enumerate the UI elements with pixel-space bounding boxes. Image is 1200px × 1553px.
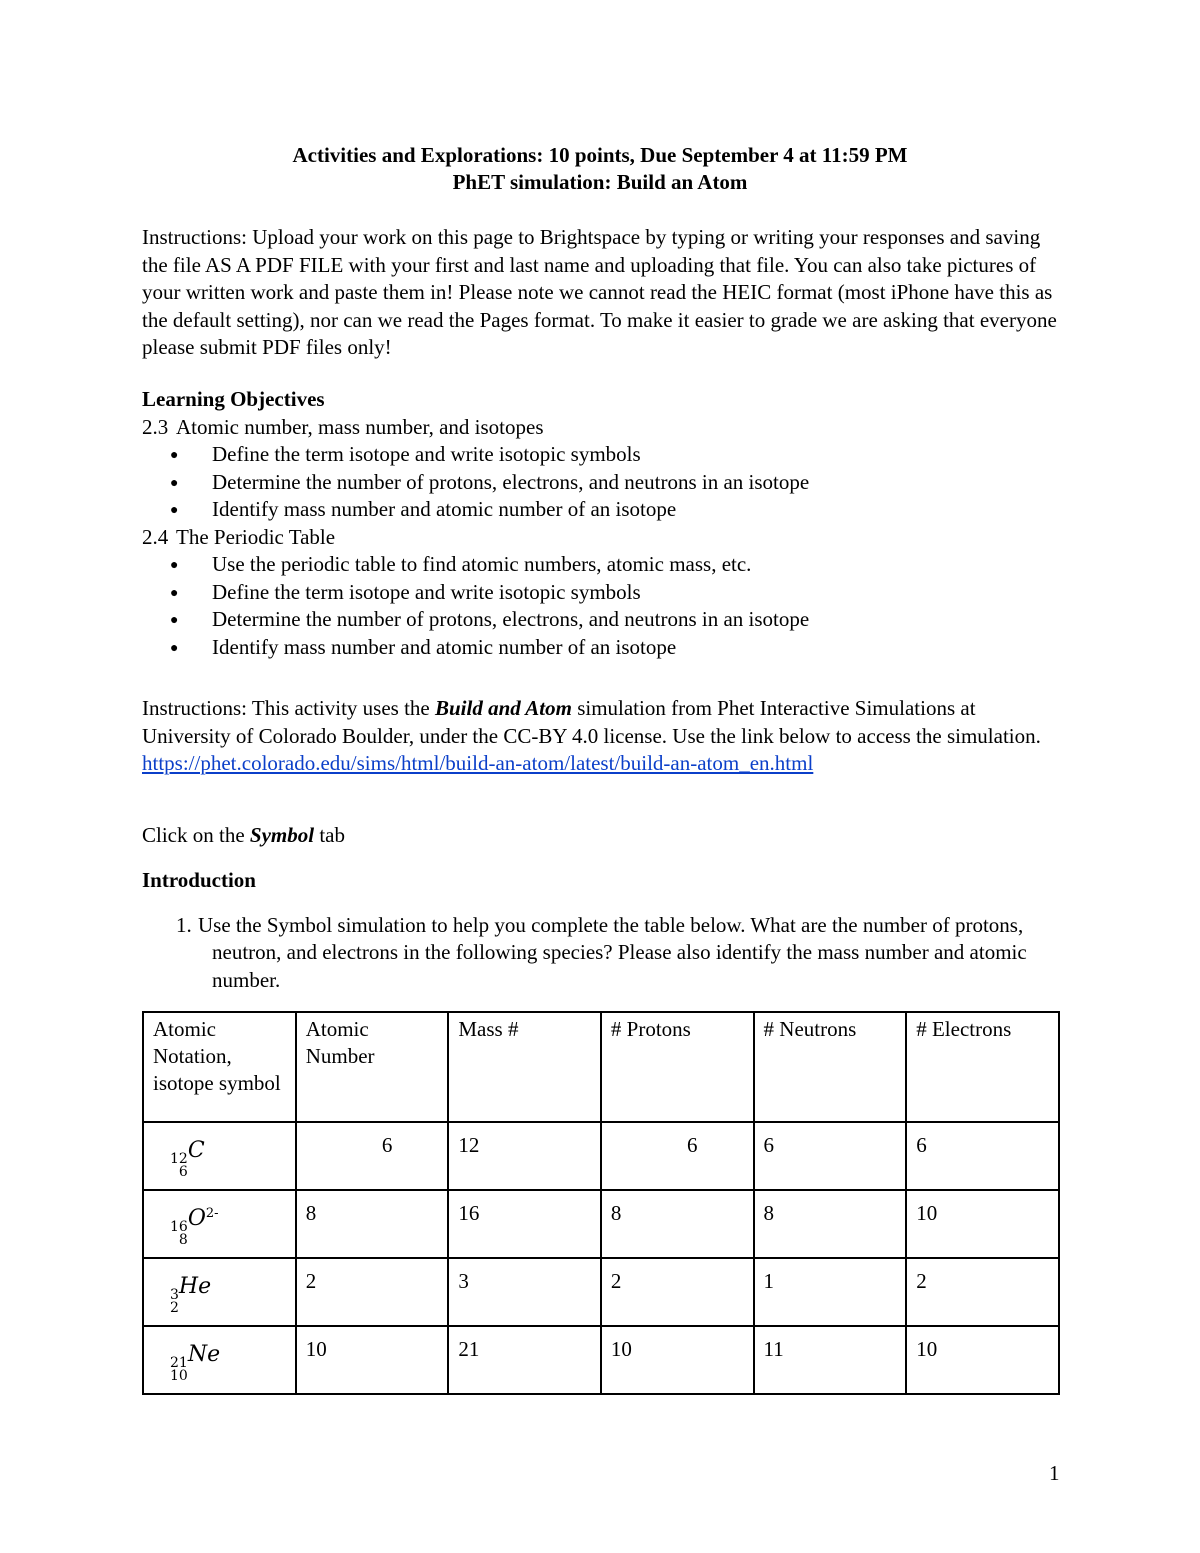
isotope-mass: 16 bbox=[170, 1219, 188, 1235]
learning-objectives-heading: Learning Objectives bbox=[142, 387, 325, 411]
protons-cell[interactable]: 2 bbox=[601, 1258, 754, 1326]
header-cell-protons: # Protons bbox=[601, 1012, 754, 1122]
electrons-cell[interactable]: 2 bbox=[906, 1258, 1059, 1326]
list-item: ● Determine the number of protons, electrons, and neutrons in an isotope bbox=[142, 469, 1062, 497]
mass-number-cell[interactable]: 12 bbox=[448, 1122, 601, 1190]
instructions-2-suffix: simulation from Phet Interactive Simulations at University of Colorado Boulder, under the CC-BY 4.0 license. Use the link below to access the simulation. bbox=[142, 696, 1041, 748]
section-title: The Periodic Table bbox=[176, 524, 336, 549]
table-row bbox=[143, 1122, 1059, 1190]
electrons-cell[interactable]: 10 bbox=[906, 1326, 1059, 1394]
title-line-1: Activities and Explorations: 10 points, Due September 4 at 11:59 PM bbox=[292, 143, 908, 167]
neutrons-cell[interactable]: 8 bbox=[754, 1190, 907, 1258]
neutrons-cell[interactable]: 6 bbox=[754, 1122, 907, 1190]
header-cell-mass: Mass # bbox=[448, 1012, 601, 1122]
electrons-cell[interactable]: 10 bbox=[906, 1190, 1059, 1258]
table-header-row bbox=[143, 1012, 1059, 1122]
atomic-number-cell[interactable]: 10 bbox=[296, 1326, 449, 1394]
question-1 bbox=[142, 912, 1062, 995]
isotope-atomic: 6 bbox=[178, 1164, 188, 1180]
instructions-paragraph-1 bbox=[142, 224, 1062, 362]
electrons-cell[interactable]: 6 bbox=[906, 1122, 1059, 1190]
symbol-tab-prefix: Click on the bbox=[142, 823, 250, 847]
list-item: ● Use the periodic table to find atomic numbers, atomic mass, etc. bbox=[142, 551, 1062, 579]
atomic-number-cell[interactable]: 2 bbox=[296, 1258, 449, 1326]
section-number: 2.3 bbox=[142, 414, 169, 439]
header-cell-neutrons: # Neutrons bbox=[754, 1012, 907, 1122]
objective-list-2-3 bbox=[142, 441, 1062, 524]
header-cell-atomic-number: Atomic Number bbox=[296, 1012, 449, 1122]
mass-number-cell[interactable]: 16 bbox=[448, 1190, 601, 1258]
isotope-mass: 12 bbox=[170, 1151, 188, 1167]
list-item: ● Define the term isotope and write isotopic symbols bbox=[142, 579, 1062, 607]
protons-cell[interactable]: 8 bbox=[601, 1190, 754, 1258]
simulation-name: Build and Atom bbox=[435, 696, 572, 720]
introduction-section bbox=[142, 867, 1062, 994]
header-cell-notation: Atomic Notation, isotope symbol bbox=[143, 1012, 296, 1122]
atomic-number-cell[interactable]: 6 bbox=[296, 1122, 449, 1190]
instructions-paragraph-2 bbox=[142, 695, 1062, 778]
neutrons-cell[interactable]: 1 bbox=[754, 1258, 907, 1326]
page-number: 1 bbox=[1049, 1461, 1060, 1485]
introduction-heading: Introduction bbox=[142, 868, 256, 892]
symbol-tab-instruction bbox=[142, 822, 1062, 850]
isotope-element: Ne bbox=[187, 1342, 221, 1367]
isotope-table bbox=[142, 1011, 1060, 1395]
list-item: ● Define the term isotope and write isotopic symbols bbox=[142, 441, 1062, 469]
neutrons-cell[interactable]: 11 bbox=[754, 1326, 907, 1394]
objective-section-2-4 bbox=[142, 524, 1062, 552]
list-item: ● Determine the number of protons, electrons, and neutrons in an isotope bbox=[142, 606, 1062, 634]
isotope-atomic: 10 bbox=[170, 1368, 188, 1384]
symbol-tab-suffix: tab bbox=[314, 823, 345, 847]
table-row bbox=[143, 1190, 1059, 1258]
instructions-1-text: Instructions: Upload your work on this page to Brightspace by typing or writing your responses and saving the file AS A PDF FILE with your first and last name and uploading that file. You can also take pictures of your written work and paste them in! Please note we cannot read the HEIC format (most iPhone have this as the default setting), nor can we read the Pages format. To make it easier to grade we are asking that everyone please submit PDF files only! bbox=[142, 225, 1057, 359]
isotope-atomic: 8 bbox=[178, 1232, 188, 1248]
symbol-tab-name: Symbol bbox=[249, 823, 315, 847]
list-item: ● Identify mass number and atomic number of an isotope bbox=[142, 496, 1062, 524]
isotope-symbol-cell bbox=[143, 1258, 296, 1326]
protons-cell[interactable]: 10 bbox=[601, 1326, 754, 1394]
learning-objectives bbox=[142, 386, 1062, 661]
isotope-element: He bbox=[178, 1274, 212, 1299]
atomic-number-cell[interactable]: 8 bbox=[296, 1190, 449, 1258]
isotope-symbol-cell bbox=[143, 1190, 296, 1258]
isotope-charge: 2- bbox=[205, 1206, 219, 1221]
isotope-element: O bbox=[187, 1206, 206, 1231]
mass-number-cell[interactable]: 3 bbox=[448, 1258, 601, 1326]
isotope-mass: 21 bbox=[170, 1355, 188, 1371]
instructions-2-prefix: Instructions: This activity uses the bbox=[142, 696, 435, 720]
question-text: Use the Symbol simulation to help you complete the table below. What are the number of protons, neutron, and electrons in the following species? Please also identify the mass number and atomic number. bbox=[198, 912, 1027, 992]
isotope-atomic: 2 bbox=[170, 1300, 179, 1316]
table-row bbox=[143, 1258, 1059, 1326]
isotope-symbol-cell bbox=[143, 1122, 296, 1190]
list-item: ● Identify mass number and atomic number of an isotope bbox=[142, 634, 1062, 662]
protons-cell[interactable]: 6 bbox=[601, 1122, 754, 1190]
simulation-link[interactable]: https://phet.colorado.edu/sims/html/build-an-atom/latest/build-an-atom_en.html bbox=[142, 751, 814, 775]
question-number: 1. bbox=[176, 912, 192, 937]
isotope-element: C bbox=[187, 1138, 205, 1163]
title-line-2: PhET simulation: Build an Atom bbox=[452, 170, 748, 194]
title-block bbox=[0, 142, 1200, 196]
header-cell-electrons: # Electrons bbox=[906, 1012, 1059, 1122]
objective-list-2-4 bbox=[142, 551, 1062, 661]
instructions-2-text bbox=[142, 695, 1062, 750]
table-row bbox=[143, 1326, 1059, 1394]
isotope-symbol-cell bbox=[143, 1326, 296, 1394]
section-number: 2.4 bbox=[142, 524, 169, 549]
mass-number-cell[interactable]: 21 bbox=[448, 1326, 601, 1394]
objective-section-2-3 bbox=[142, 414, 1062, 442]
section-title: Atomic number, mass number, and isotopes bbox=[176, 414, 544, 439]
isotope-mass: 3 bbox=[170, 1287, 179, 1303]
